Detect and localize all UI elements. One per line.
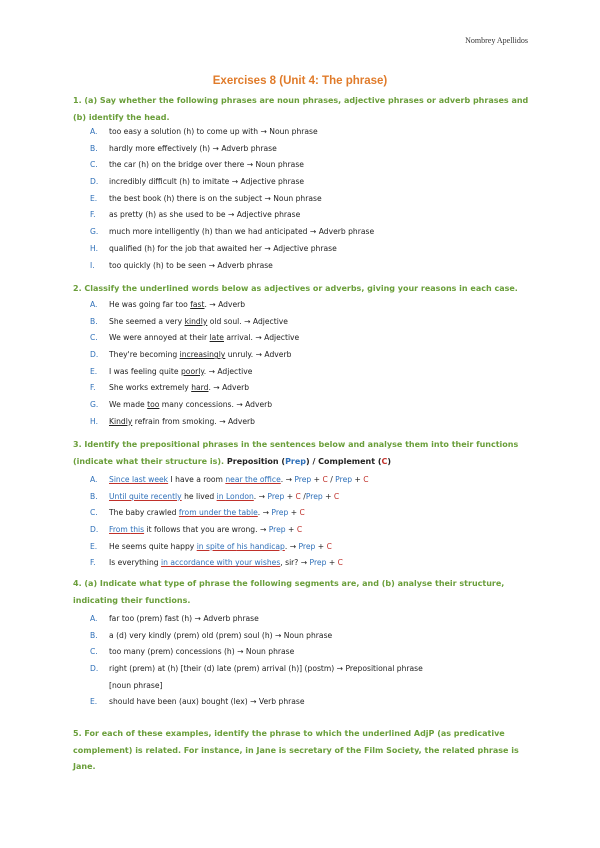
plus-sign: +: [288, 508, 300, 518]
item-letter: E.: [90, 366, 98, 376]
label-prep: Prep: [309, 558, 327, 568]
item-text-before: We made: [109, 400, 148, 410]
page-title: Exercises 8 (Unit 4: The phrase): [212, 75, 388, 87]
item-text: too easy a solution (h) to come up with → Noun phrase: [109, 127, 318, 136]
complement: the office: [245, 475, 281, 484]
preposition: From: [109, 525, 131, 535]
label-complement: C: [296, 525, 303, 535]
list-item: [90, 297, 540, 314]
label-complement: C: [295, 491, 301, 501]
underlined-word: too: [147, 400, 160, 410]
label-complement: C: [326, 541, 332, 551]
underlined-word: poorly: [180, 366, 204, 376]
item-text-before: He was going far too: [109, 300, 191, 309]
preposition: from: [178, 508, 200, 518]
underlined-word: hard: [191, 383, 209, 393]
list-item: [90, 330, 540, 347]
item-letter: H.: [90, 243, 98, 253]
sentence-text: He seems quite happy: [109, 541, 197, 551]
list-item: [90, 489, 540, 506]
separator: /: [327, 475, 336, 484]
complement: under the table: [199, 508, 258, 518]
plus-sign: +: [326, 558, 338, 568]
legend-complement: C: [381, 456, 388, 466]
list-item: [90, 141, 540, 158]
label-prep: Prep: [267, 491, 285, 501]
label-complement: C: [337, 558, 343, 568]
question-3-legend-c: ): [387, 456, 392, 466]
item-text: the best book (h) there is on the subject → Noun phrase: [109, 193, 322, 203]
item-letter: C.: [90, 333, 98, 343]
item-text: hardly more effectively (h) → Adverb phrase: [109, 143, 277, 153]
item-letter: D.: [90, 350, 99, 360]
list-item: [90, 505, 540, 522]
question-2-prompt: 2. Classify the underlined words below as adjectives or adverbs, giving your reasons in each case.: [73, 284, 518, 293]
list-item: [90, 124, 540, 141]
item-text-after: many concessions. → Adverb: [159, 400, 273, 410]
item-text-before: She seemed a very: [109, 316, 185, 326]
item-letter: H.: [90, 416, 98, 426]
plus-sign: +: [315, 541, 327, 551]
item-letter: D.: [90, 664, 99, 674]
item-text-after: refrain from smoking. → Adverb: [132, 416, 255, 426]
sentence-text: . →: [257, 508, 272, 518]
item-text-continued: [noun phrase]: [109, 680, 163, 690]
complement: this: [130, 525, 145, 535]
question-4-list: [90, 611, 540, 711]
author-name: Nombrey Apellidos: [465, 36, 528, 45]
item-text-after: arrival. → Adjective: [223, 333, 300, 343]
question-4-prompt: 4. (a) Indicate what type of phrase the following segments are, and (b) analyse their structure, indicating their functions.: [73, 579, 505, 605]
list-item: [90, 380, 540, 397]
complement: last week: [132, 475, 169, 484]
question-3-prompt: [73, 437, 533, 470]
item-text: right (prem) at (h) [their (d) late (prem) arrival (h)] (postm) → Prepositional phrase: [109, 664, 423, 674]
question-3-prompt-main: 3. Identify the prepositional phrases in the sentences below and analyse them into their functions (indicate what their structure is).: [73, 440, 519, 466]
sentence-text: it follows that you are wrong. →: [144, 525, 269, 535]
legend-prep: Prep: [285, 456, 307, 466]
label-complement: C: [322, 475, 328, 484]
item-text-after: old soul. → Adjective: [207, 316, 288, 326]
item-text-before: They're becoming: [109, 350, 180, 360]
list-item: [90, 644, 540, 661]
complement: quite recently: [128, 491, 182, 501]
plus-sign: +: [352, 475, 364, 484]
item-letter: F.: [90, 210, 96, 220]
item-letter: C.: [90, 508, 98, 518]
underlined-word: kindly: [184, 316, 208, 326]
item-letter: A.: [90, 300, 98, 309]
sentence-text: . →: [253, 491, 268, 501]
plus-sign: +: [311, 475, 323, 484]
list-item: [90, 661, 540, 694]
complement: your wishes: [235, 558, 281, 568]
underlined-word: late: [209, 333, 224, 343]
complement: London: [225, 491, 254, 501]
sentence-text: The baby crawled: [109, 508, 179, 518]
item-text-after: unruly. → Adverb: [225, 350, 292, 360]
item-text: the car (h) on the bridge over there → Noun phrase: [109, 160, 304, 170]
plus-sign: +: [322, 491, 334, 501]
item-text-before: I was feeling quite: [109, 366, 181, 376]
label-complement: C: [299, 508, 305, 518]
question-3-legend-a: Preposition (: [226, 456, 286, 466]
item-letter: I.: [90, 260, 95, 270]
list-item: [90, 472, 540, 489]
label-prep: Prep: [298, 541, 316, 551]
item-letter: F.: [90, 558, 96, 568]
list-item: [90, 174, 540, 191]
preposition: in spite of: [196, 541, 237, 551]
item-text: too quickly (h) to be seen → Adverb phrase: [109, 260, 273, 270]
item-letter: G.: [90, 227, 99, 237]
underlined-word: increasingly: [179, 350, 226, 360]
sentence-text: he lived: [181, 491, 217, 501]
list-item: [90, 207, 540, 224]
label-complement: C: [333, 491, 340, 501]
label-prep: Prep: [271, 508, 289, 518]
list-item: [90, 241, 540, 258]
list-item: [90, 397, 540, 414]
item-text-before: We were annoyed at their: [109, 333, 210, 343]
item-letter: B.: [90, 630, 98, 640]
preposition: near: [225, 475, 246, 484]
item-letter: E.: [90, 541, 98, 551]
underlined-word: Kindly: [109, 416, 133, 426]
item-letter: A.: [90, 614, 98, 623]
item-text: as pretty (h) as she used to be → Adjective phrase: [109, 210, 301, 220]
list-item: [90, 555, 540, 572]
item-letter: E.: [90, 193, 98, 203]
item-letter: D.: [90, 177, 99, 187]
list-item: [90, 539, 540, 556]
list-item: [90, 611, 540, 628]
item-letter: B.: [90, 316, 98, 326]
item-letter: A.: [90, 475, 98, 484]
list-item: [90, 314, 540, 331]
question-1-list: [90, 124, 540, 274]
item-letter: C.: [90, 160, 98, 170]
item-text-after: . → Adverb: [204, 300, 246, 309]
sentence-text: . →: [280, 475, 295, 484]
item-text: incredibly difficult (h) to imitate → Adjective phrase: [109, 177, 305, 187]
label-prep: Prep: [335, 475, 353, 484]
list-item: [90, 347, 540, 364]
question-3-list: [90, 472, 540, 572]
label-prep: Prep: [305, 491, 323, 501]
question-2-list: [90, 297, 540, 431]
item-text-after: . → Adjective: [203, 366, 253, 376]
list-item: [90, 414, 540, 431]
sentence-text: . →: [284, 541, 299, 551]
plus-sign: +: [285, 525, 297, 535]
list-item: [90, 628, 540, 645]
preposition: Until: [109, 491, 129, 501]
item-text: far too (prem) fast (h) → Adverb phrase: [109, 614, 259, 623]
item-letter: G.: [90, 400, 99, 410]
item-text-after: . → Adverb: [208, 383, 250, 393]
list-item: [90, 258, 540, 275]
item-text: much more intelligently (h) than we had anticipated → Adverb phrase: [109, 227, 375, 237]
item-text: a (d) very kindly (prem) old (prem) soul (h) → Noun phrase: [109, 630, 333, 640]
item-text-before: She works extremely: [109, 383, 192, 393]
question-3-legend-b: ) / Complement (: [306, 456, 382, 466]
list-item: [90, 694, 540, 711]
item-text: should have been (aux) bought (lex) → Verb phrase: [109, 697, 305, 707]
sentence-text: , sir? →: [280, 558, 310, 568]
sentence-text: I have a room: [168, 475, 226, 484]
complement: his handicap: [236, 541, 285, 551]
label-prep: Prep: [294, 475, 312, 484]
separator: /: [300, 491, 306, 501]
item-letter: B.: [90, 491, 98, 501]
plus-sign: +: [284, 491, 296, 501]
item-letter: E.: [90, 697, 98, 707]
sentence-text: Is everything: [109, 558, 162, 568]
label-prep: Prep: [268, 525, 286, 535]
preposition: in: [216, 491, 226, 501]
item-letter: C.: [90, 647, 98, 657]
underlined-word: fast: [190, 300, 205, 309]
list-item: [90, 224, 540, 241]
list-item: [90, 364, 540, 381]
item-text: qualified (h) for the job that awaited her → Adjective phrase: [109, 243, 337, 253]
question-5-prompt: 5. For each of these examples, identify the phrase to which the underlined AdjP (as predicative complement) is related. For instance, in Jane is secretary of the Film Society, the related phrase is Jane.: [73, 729, 519, 771]
list-item: [90, 157, 540, 174]
question-1-prompt: 1. (a) Say whether the following phrases are noun phrases, adjective phrases or adverb phrases and (b) identify the head.: [73, 96, 529, 122]
label-complement: C: [363, 475, 369, 484]
item-letter: D.: [90, 525, 99, 535]
item-letter: B.: [90, 143, 98, 153]
preposition: Since: [109, 475, 133, 484]
item-letter: F.: [90, 383, 96, 393]
item-text: too many (prem) concessions (h) → Noun phrase: [109, 647, 295, 657]
item-letter: A.: [90, 127, 98, 136]
list-item: [90, 191, 540, 208]
list-item: [90, 522, 540, 539]
preposition: in accordance with: [161, 558, 236, 568]
